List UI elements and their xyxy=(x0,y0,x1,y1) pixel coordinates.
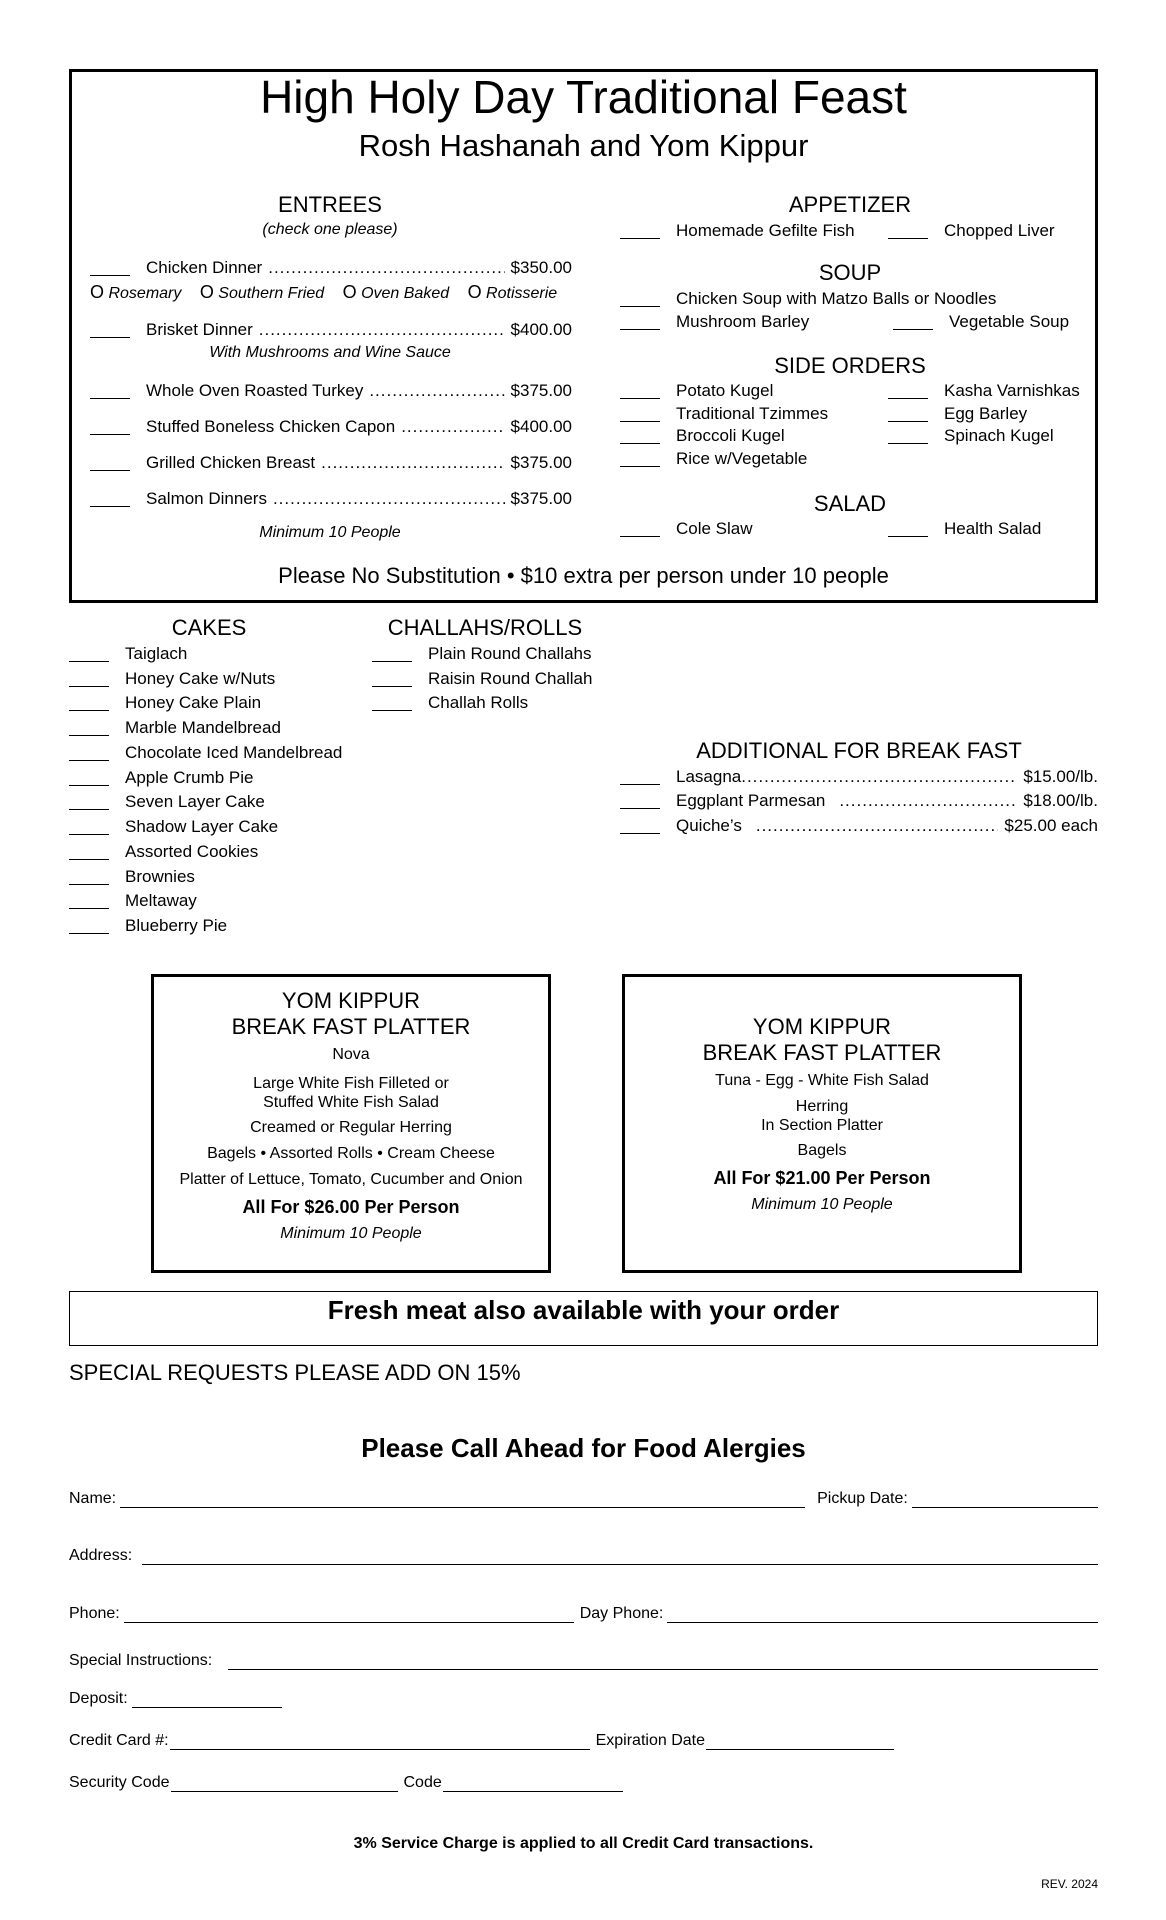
platter-line: Stuffed White Fish Salad xyxy=(263,1094,439,1111)
item-label: Lasagna xyxy=(676,767,742,786)
entree-item xyxy=(90,381,572,401)
platter-line: In Section Platter xyxy=(761,1117,883,1134)
item-price: $18.00/lb. xyxy=(1023,791,1098,810)
item-label: Chopped Liver xyxy=(944,221,1055,240)
cake-item xyxy=(69,916,227,936)
item-label: Brownies xyxy=(125,867,195,886)
break-fast-item xyxy=(620,791,1098,811)
item-label: Seven Layer Cake xyxy=(125,792,265,811)
item-label: Apple Crumb Pie xyxy=(125,768,254,787)
break-fast-item xyxy=(620,767,1098,787)
brisket-note: With Mushrooms and Wine Sauce xyxy=(209,344,451,361)
page-subtitle: Rosh Hashanah and Yom Kippur xyxy=(358,128,809,163)
entree-price: $375.00 xyxy=(510,453,572,472)
cake-item xyxy=(69,891,197,911)
challah-item xyxy=(372,644,592,664)
option-oven-baked[interactable] xyxy=(342,282,450,302)
form-row-address xyxy=(69,1547,1098,1565)
entree-name: Chicken Dinner xyxy=(146,258,263,277)
checkbox-blank[interactable] xyxy=(90,273,130,276)
form-row-deposit xyxy=(69,1690,282,1708)
item-label: Cole Slaw xyxy=(676,519,753,538)
cake-item xyxy=(69,817,278,837)
entree-price: $350.00 xyxy=(510,258,572,277)
checkbox-blank[interactable] xyxy=(69,882,109,885)
credit-card-label: Credit Card #: xyxy=(69,1732,169,1749)
option-label: Southern Fried xyxy=(218,285,325,302)
entree-price: $375.00 xyxy=(510,381,572,400)
side-item xyxy=(620,449,807,469)
entree-price: $375.00 xyxy=(510,489,572,508)
platter-line: Bagels • Assorted Rolls • Cream Cheese xyxy=(207,1145,495,1162)
option-label: Rotisserie xyxy=(486,285,558,302)
item-label: Rice w/Vegetable xyxy=(676,449,808,468)
entree-name: Grilled Chicken Breast xyxy=(146,453,316,472)
platter-title: BREAK FAST PLATTER xyxy=(702,1040,942,1065)
item-price: $15.00/lb. xyxy=(1023,767,1098,786)
checkbox-blank[interactable] xyxy=(620,534,660,537)
address-field[interactable] xyxy=(142,1548,1098,1565)
cake-item xyxy=(69,743,342,763)
checkbox-blank[interactable] xyxy=(620,419,660,422)
checkbox-blank[interactable] xyxy=(69,931,109,934)
entree-item xyxy=(90,489,572,509)
soup-heading: SOUP xyxy=(818,260,882,285)
item-label: Plain Round Challahs xyxy=(428,644,592,663)
entrees-heading: ENTREES xyxy=(278,192,382,217)
checkbox-blank[interactable] xyxy=(888,396,928,399)
checkbox-blank[interactable] xyxy=(69,708,109,711)
expiration-field[interactable] xyxy=(706,1733,894,1750)
cake-item xyxy=(69,669,275,689)
platter-minimum: Minimum 10 People xyxy=(751,1196,893,1213)
option-circle: O xyxy=(199,282,214,302)
side-item xyxy=(888,404,1027,424)
special-instructions-label: Special Instructions: xyxy=(69,1652,213,1669)
checkbox-blank[interactable] xyxy=(888,419,928,422)
platter-price: All For $26.00 Per Person xyxy=(242,1197,460,1217)
leader-dots xyxy=(321,453,504,473)
item-label: Traditional Tzimmes xyxy=(676,404,829,423)
item-label: Broccoli Kugel xyxy=(676,426,785,445)
challah-item xyxy=(372,669,592,689)
checkbox-blank[interactable] xyxy=(69,758,109,761)
cake-item xyxy=(69,867,195,887)
challah-item xyxy=(372,693,528,713)
item-label: Egg Barley xyxy=(944,404,1028,423)
day-phone-label: Day Phone: xyxy=(579,1605,664,1622)
side-item xyxy=(620,381,773,401)
checkbox-blank[interactable] xyxy=(372,684,412,687)
salad-heading: SALAD xyxy=(813,491,887,516)
item-label: Kasha Varnishkas xyxy=(944,381,1080,400)
checkbox-blank[interactable] xyxy=(90,432,130,435)
item-price: $25.00 each xyxy=(1004,816,1098,835)
platter-title: YOM KIPPUR xyxy=(752,1014,892,1039)
platter-title: YOM KIPPUR xyxy=(281,988,421,1013)
revision-label: REV. 2024 xyxy=(1041,1877,1098,1891)
checkbox-blank[interactable] xyxy=(620,304,660,307)
item-label: Marble Mandelbread xyxy=(125,718,281,737)
option-circle: O xyxy=(467,282,482,302)
side-orders-heading: SIDE ORDERS xyxy=(774,353,926,378)
security-code-field[interactable] xyxy=(171,1775,398,1792)
item-label: Blueberry Pie xyxy=(125,916,228,935)
item-label: Spinach Kugel xyxy=(944,426,1054,445)
item-label: Raisin Round Challah xyxy=(428,669,593,688)
checkbox-blank[interactable] xyxy=(69,832,109,835)
entrees-note: (check one please) xyxy=(262,221,398,238)
item-label: Eggplant Parmesan xyxy=(676,791,826,810)
allergies-heading: Please Call Ahead for Food Alergies xyxy=(361,1433,806,1463)
chicken-options xyxy=(90,282,557,303)
entree-name: Salmon Dinners xyxy=(146,489,267,508)
form-row-security xyxy=(69,1774,623,1792)
checkbox-blank[interactable] xyxy=(888,441,928,444)
checkbox-blank[interactable] xyxy=(90,504,130,507)
checkbox-blank[interactable] xyxy=(69,733,109,736)
platter-minimum: Minimum 10 People xyxy=(280,1225,422,1242)
cake-item xyxy=(69,792,265,812)
soup-item xyxy=(620,289,996,309)
entree-price: $400.00 xyxy=(510,320,572,339)
appetizer-item xyxy=(620,221,855,241)
leader-dots xyxy=(741,767,1017,787)
platter-line: Platter of Lettuce, Tomato, Cucumber and Onion xyxy=(179,1171,523,1188)
salad-item xyxy=(620,519,753,539)
credit-card-field[interactable] xyxy=(170,1733,590,1750)
special-requests: SPECIAL REQUESTS PLEASE ADD ON 15% xyxy=(69,1360,521,1385)
checkbox-blank[interactable] xyxy=(69,807,109,810)
item-label: Honey Cake Plain xyxy=(125,693,262,712)
entree-item xyxy=(90,453,572,473)
entree-name: Brisket Dinner xyxy=(146,320,253,339)
leader-dots xyxy=(839,791,1017,811)
name-label: Name: xyxy=(69,1490,117,1507)
deposit-label: Deposit: xyxy=(69,1690,128,1707)
item-label: Homemade Gefilte Fish xyxy=(676,221,855,240)
item-label: Mushroom Barley xyxy=(676,312,810,331)
no-substitution-note: Please No Substitution • $10 extra per person under 10 people xyxy=(278,563,889,588)
phone-field[interactable] xyxy=(124,1606,574,1623)
form-row-special xyxy=(69,1652,1098,1670)
checkbox-blank[interactable] xyxy=(69,684,109,687)
item-label: Vegetable Soup xyxy=(949,312,1070,331)
option-circle: O xyxy=(342,282,357,302)
checkbox-blank[interactable] xyxy=(620,396,660,399)
cake-item xyxy=(69,644,187,664)
platter-line: Tuna - Egg - White Fish Salad xyxy=(715,1072,929,1089)
side-item xyxy=(620,426,785,446)
checkbox-blank[interactable] xyxy=(620,327,660,330)
cake-item xyxy=(69,718,281,738)
service-charge-note: 3% Service Charge is applied to all Credit Card transactions. xyxy=(353,1835,814,1852)
item-label: Meltaway xyxy=(125,891,197,910)
deposit-field[interactable] xyxy=(132,1691,282,1708)
checkbox-blank[interactable] xyxy=(372,659,412,662)
side-item xyxy=(888,426,1054,446)
page-title: High Holy Day Traditional Feast xyxy=(260,71,907,123)
checkbox-blank[interactable] xyxy=(620,441,660,444)
platter-line: Creamed or Regular Herring xyxy=(250,1119,452,1136)
form-row-phone xyxy=(69,1605,1098,1623)
cake-item xyxy=(69,693,261,713)
entree-price: $400.00 xyxy=(510,417,572,436)
entrees-minimum: Minimum 10 People xyxy=(259,524,401,541)
phone-label: Phone: xyxy=(69,1605,120,1622)
option-rotisserie[interactable] xyxy=(467,282,558,302)
checkbox-blank[interactable] xyxy=(90,468,130,471)
leader-dots xyxy=(268,258,504,278)
item-label: Shadow Layer Cake xyxy=(125,817,279,836)
item-label: Potato Kugel xyxy=(676,381,774,400)
fresh-meat-banner xyxy=(69,1291,1098,1346)
break-fast-item xyxy=(620,816,1098,836)
leader-dots xyxy=(401,417,504,437)
checkbox-blank[interactable] xyxy=(90,396,130,399)
platter1-content xyxy=(151,988,551,1243)
cake-item xyxy=(69,842,258,862)
name-field[interactable] xyxy=(120,1491,805,1508)
item-label: Chicken Soup with Matzo Balls or Noodles xyxy=(676,289,997,308)
checkbox-blank[interactable] xyxy=(888,534,928,537)
fresh-meat-text: Fresh meat also available with your order xyxy=(327,1295,840,1325)
checkbox-blank[interactable] xyxy=(620,236,660,239)
entree-name: Stuffed Boneless Chicken Capon xyxy=(146,417,396,436)
cakes-heading: CAKES xyxy=(171,615,247,640)
platter2-content xyxy=(622,1014,1022,1214)
code-field[interactable] xyxy=(443,1775,623,1792)
checkbox-blank[interactable] xyxy=(90,335,130,338)
option-southern-fried[interactable] xyxy=(199,282,325,302)
appetizer-item xyxy=(888,221,1055,241)
salad-item xyxy=(888,519,1041,539)
platter-title: BREAK FAST PLATTER xyxy=(231,1014,471,1039)
entree-chicken xyxy=(90,258,572,278)
leader-dots xyxy=(273,489,505,509)
address-label: Address: xyxy=(69,1547,133,1564)
option-circle: O xyxy=(90,282,105,302)
item-label: Health Salad xyxy=(944,519,1042,538)
item-label: Quiche’s xyxy=(676,816,742,835)
break-fast-heading: ADDITIONAL FOR BREAK FAST xyxy=(696,738,1022,763)
code-label: Code xyxy=(403,1774,442,1791)
soup-item xyxy=(893,312,1069,332)
item-label: Assorted Cookies xyxy=(125,842,259,861)
option-label: Rosemary xyxy=(108,285,182,302)
challahs-heading: CHALLAHS/ROLLS xyxy=(387,615,583,640)
checkbox-blank[interactable] xyxy=(69,783,109,786)
entree-brisket xyxy=(90,320,572,340)
platter-line: Bagels xyxy=(797,1142,847,1159)
item-label: Chocolate Iced Mandelbread xyxy=(125,743,343,762)
checkbox-blank[interactable] xyxy=(620,464,660,467)
day-phone-field[interactable] xyxy=(667,1606,1098,1623)
checkbox-blank[interactable] xyxy=(620,782,660,785)
leader-dots xyxy=(756,816,999,836)
checkbox-blank[interactable] xyxy=(372,708,412,711)
checkbox-blank[interactable] xyxy=(69,659,109,662)
pickup-label: Pickup Date: xyxy=(817,1490,908,1507)
option-rosemary[interactable] xyxy=(90,282,182,302)
leader-dots xyxy=(369,381,504,401)
item-label: Honey Cake w/Nuts xyxy=(125,669,276,688)
form-row-name xyxy=(69,1490,1098,1508)
entree-item xyxy=(90,417,572,437)
platter-price: All For $21.00 Per Person xyxy=(713,1168,931,1188)
item-label: Challah Rolls xyxy=(428,693,529,712)
platter-line: Large White Fish Filleted or xyxy=(253,1075,449,1092)
leader-dots xyxy=(259,320,505,340)
soup-item xyxy=(620,312,809,332)
pickup-date-field[interactable] xyxy=(912,1491,1098,1508)
checkbox-blank[interactable] xyxy=(620,831,660,834)
expiration-label: Expiration Date xyxy=(595,1732,705,1749)
entree-name: Whole Oven Roasted Turkey xyxy=(146,381,364,400)
option-label: Oven Baked xyxy=(361,285,450,302)
side-item xyxy=(620,404,828,424)
form-row-credit xyxy=(69,1732,894,1750)
checkbox-blank[interactable] xyxy=(888,236,928,239)
platter-line: Herring xyxy=(795,1098,849,1115)
special-instructions-field[interactable] xyxy=(228,1653,1098,1670)
checkbox-blank[interactable] xyxy=(69,857,109,860)
cake-item xyxy=(69,768,254,788)
appetizer-heading: APPETIZER xyxy=(788,192,912,217)
checkbox-blank[interactable] xyxy=(620,806,660,809)
checkbox-blank[interactable] xyxy=(69,906,109,909)
item-label: Taiglach xyxy=(125,644,188,663)
side-item xyxy=(888,381,1080,401)
security-code-label: Security Code xyxy=(69,1774,170,1791)
platter-line: Nova xyxy=(332,1046,370,1063)
checkbox-blank[interactable] xyxy=(893,327,933,330)
